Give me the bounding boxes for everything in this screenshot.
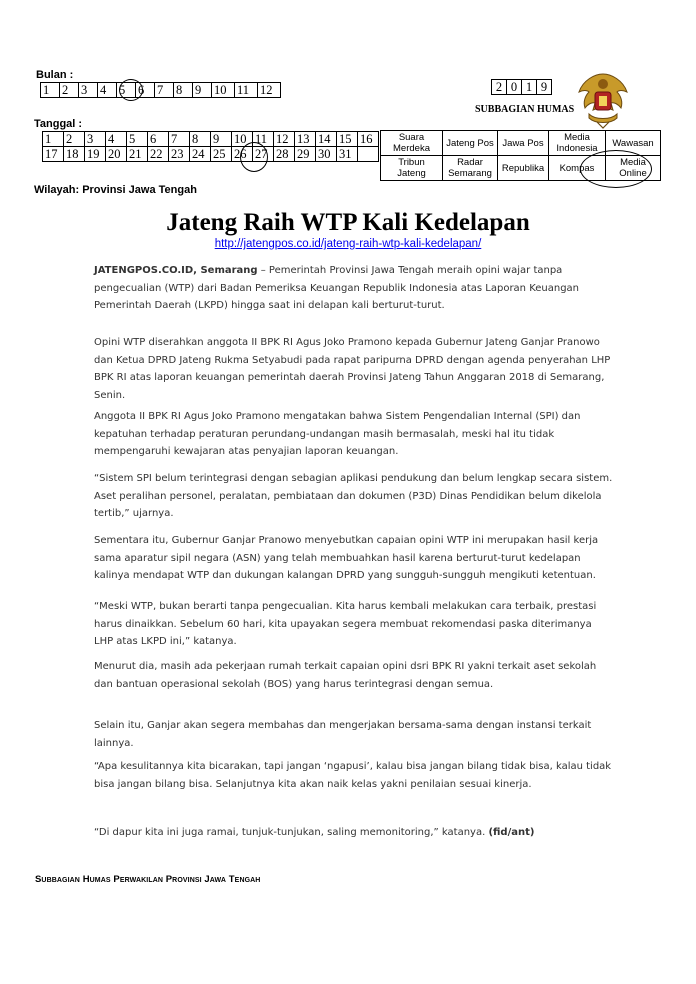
footer-text: Subbagian Humas Perwakilan Provinsi Jawa Tengah: [35, 874, 261, 885]
media-cell: Jawa Pos: [498, 131, 549, 156]
garuda-emblem-icon: [575, 70, 631, 130]
article-paragraph: Anggota II BPK RI Agus Joko Pramono mengatakan bahwa Sistem Pengendalian Internal (SPI) dan kepatuhan terhadap peraturan perundang-undangan masih bermasalah, meski hal itu tidak mempengaruhi kewajaran atas penyajian laporan keuangan.: [94, 411, 581, 457]
media-cell: Radar Semarang: [443, 156, 498, 181]
date-cell: 6: [148, 132, 169, 147]
date-cell: 7: [169, 132, 190, 147]
date-cell: 2: [64, 132, 85, 147]
date-cell: 22: [148, 147, 169, 162]
article-paragraph: “Di dapur kita ini juga ramai, tunjuk-tunjukan, saling memonitoring,” katanya. (fid/ant): [94, 827, 535, 838]
year-digit: 2: [492, 80, 507, 95]
article-paragraph: “Sistem SPI belum terintegrasi dengan sebagian aplikasi pendukung dan belum lengkap secara sistem. Aset peralihan personel, peralatan, pembiataan dan dokumen (P3D) Dinas Pendidikan belum dikelola tertib,” ujarnya.: [94, 473, 613, 519]
date-cell: 14: [316, 132, 337, 147]
date-cell: 13: [295, 132, 316, 147]
date-cell: [358, 147, 379, 162]
media-cell: Media Online: [606, 156, 661, 181]
date-grid: [42, 131, 379, 162]
selected-month-circle: [119, 79, 143, 101]
date-cell: 30: [316, 147, 337, 162]
media-cell: Wawasan: [606, 131, 661, 156]
date-cell: 25: [211, 147, 232, 162]
date-cell: 8: [190, 132, 211, 147]
date-cell: 4: [106, 132, 127, 147]
date-cell: 10: [232, 132, 253, 147]
media-cell: Suara Merdeka: [381, 131, 443, 156]
date-cell: 15: [337, 132, 358, 147]
dateline: JATENGPOS.CO.ID, Semarang: [94, 265, 258, 276]
article-paragraph: “Apa kesulitannya kita bicarakan, tapi jangan ‘ngapusi’, kalau bisa jangan bilang tidak bisa, kalau tidak bisa jangan bilang bisa. Selanjutnya kita akan naik kelas yakni penilaian sesuai kinerja.: [94, 761, 612, 790]
month-cell: 1: [41, 83, 60, 98]
date-cell: 24: [190, 147, 211, 162]
date-cell: 31: [337, 147, 358, 162]
date-cell: 17: [43, 147, 64, 162]
month-cell: 5: [117, 83, 136, 98]
year-digit: 9: [537, 80, 552, 95]
date-cell: 27: [253, 147, 274, 162]
article-title: Jateng Raih WTP Kali Kedelapan: [166, 209, 530, 236]
date-cell: 23: [169, 147, 190, 162]
date-cell: 21: [127, 147, 148, 162]
year-grid: [491, 79, 552, 95]
date-cell: 29: [295, 147, 316, 162]
article-url-link[interactable]: http://jatengpos.co.id/jateng-raih-wtp-kali-kedelapan/: [214, 238, 482, 250]
media-cell: Jateng Pos: [443, 131, 498, 156]
wilayah-label: Wilayah: Provinsi Jawa Tengah: [34, 184, 197, 196]
year-digit: 0: [507, 80, 522, 95]
month-grid: [40, 82, 281, 98]
media-cell: Tribun Jateng: [381, 156, 443, 181]
selected-date-circle: [240, 142, 268, 172]
date-cell: 20: [106, 147, 127, 162]
subbagian-label: SUBBAGIAN HUMAS: [475, 104, 575, 115]
month-cell: 9: [193, 83, 212, 98]
media-cell: Media Indonesia: [549, 131, 606, 156]
date-cell: 11: [253, 132, 274, 147]
selected-media-circle: [580, 150, 652, 188]
date-cell: 5: [127, 132, 148, 147]
media-cell: Kompas: [549, 156, 606, 181]
date-cell: 9: [211, 132, 232, 147]
date-cell: 3: [85, 132, 106, 147]
month-cell: 8: [174, 83, 193, 98]
article-paragraph: Sementara itu, Gubernur Ganjar Pranowo menyebutkan capaian opini WTP ini merupakan hasil kerja sama aparatur sipil negara (ASN) yang telah membuahkan hasil karena berturut-turut kedelapan kalinya mendapat WTP dan dukungan kalangan DPRD yang sungguh-sungguh mengikuti ketentuan.: [94, 535, 599, 581]
tanggal-label: Tanggal :: [34, 118, 83, 130]
month-cell: 11: [235, 83, 258, 98]
media-cell: Republika: [498, 156, 549, 181]
date-cell: 18: [64, 147, 85, 162]
bulan-label: Bulan :: [36, 69, 74, 81]
month-cell: 7: [155, 83, 174, 98]
article-paragraph: “Meski WTP, bukan berarti tanpa pengecualian. Kita harus kembali melakukan cara terbaik, prestasi harus dinaikkan. Sebelum 60 hari, kita upayakan segera membuat rekomendasi paska diterimanya LHP atas LKPD ini,” katanya.: [94, 601, 597, 647]
article-paragraph: JATENGPOS.CO.ID, Semarang – Pemerintah Provinsi Jawa Tengah meraih opini wajar tanpa pengecualian (WTP) dari Badan Pemeriksa Keuangan Republik Indonesia atas Laporan Keuangan Pemerintah Daerah (LKPD) hingga saat ini delapan kali berturut-turut.: [94, 265, 580, 311]
article-paragraph: Menurut dia, masih ada pekerjaan rumah terkait capaian opini dsri BPK RI yakni terkait aset sekolah dan bantuan operasional sekolah (BOS) yang harus terintegrasi dengan semua.: [94, 661, 597, 690]
date-cell: 12: [274, 132, 295, 147]
date-cell: 28: [274, 147, 295, 162]
month-cell: 10: [212, 83, 235, 98]
date-cell: 19: [85, 147, 106, 162]
month-cell: 4: [98, 83, 117, 98]
month-cell: 3: [79, 83, 98, 98]
article-paragraph: Opini WTP diserahkan anggota II BPK RI Agus Joko Pramono kepada Gubernur Jateng Ganjar Pranowo dan Ketua DPRD Jateng Rukma Setyabudi pada rapat paripurna DPRD dengan agenda penyerahan LHP BPK RI atas laporan keuangan pemerintah daerah Provinsi Jateng Tahun Anggaran 2018 di Semarang, Senin.: [94, 337, 611, 401]
date-cell: 26: [232, 147, 253, 162]
signoff: (fid/ant): [488, 827, 535, 838]
month-cell: 6: [136, 83, 155, 98]
year-digit: 1: [522, 80, 537, 95]
date-cell: 1: [43, 132, 64, 147]
month-cell: 12: [258, 83, 281, 98]
month-cell: 2: [60, 83, 79, 98]
article-paragraph: Selain itu, Ganjar akan segera membahas dan mengerjakan bersama-sama dengan instansi terkait lainnya.: [94, 720, 592, 749]
date-cell: 16: [358, 132, 379, 147]
